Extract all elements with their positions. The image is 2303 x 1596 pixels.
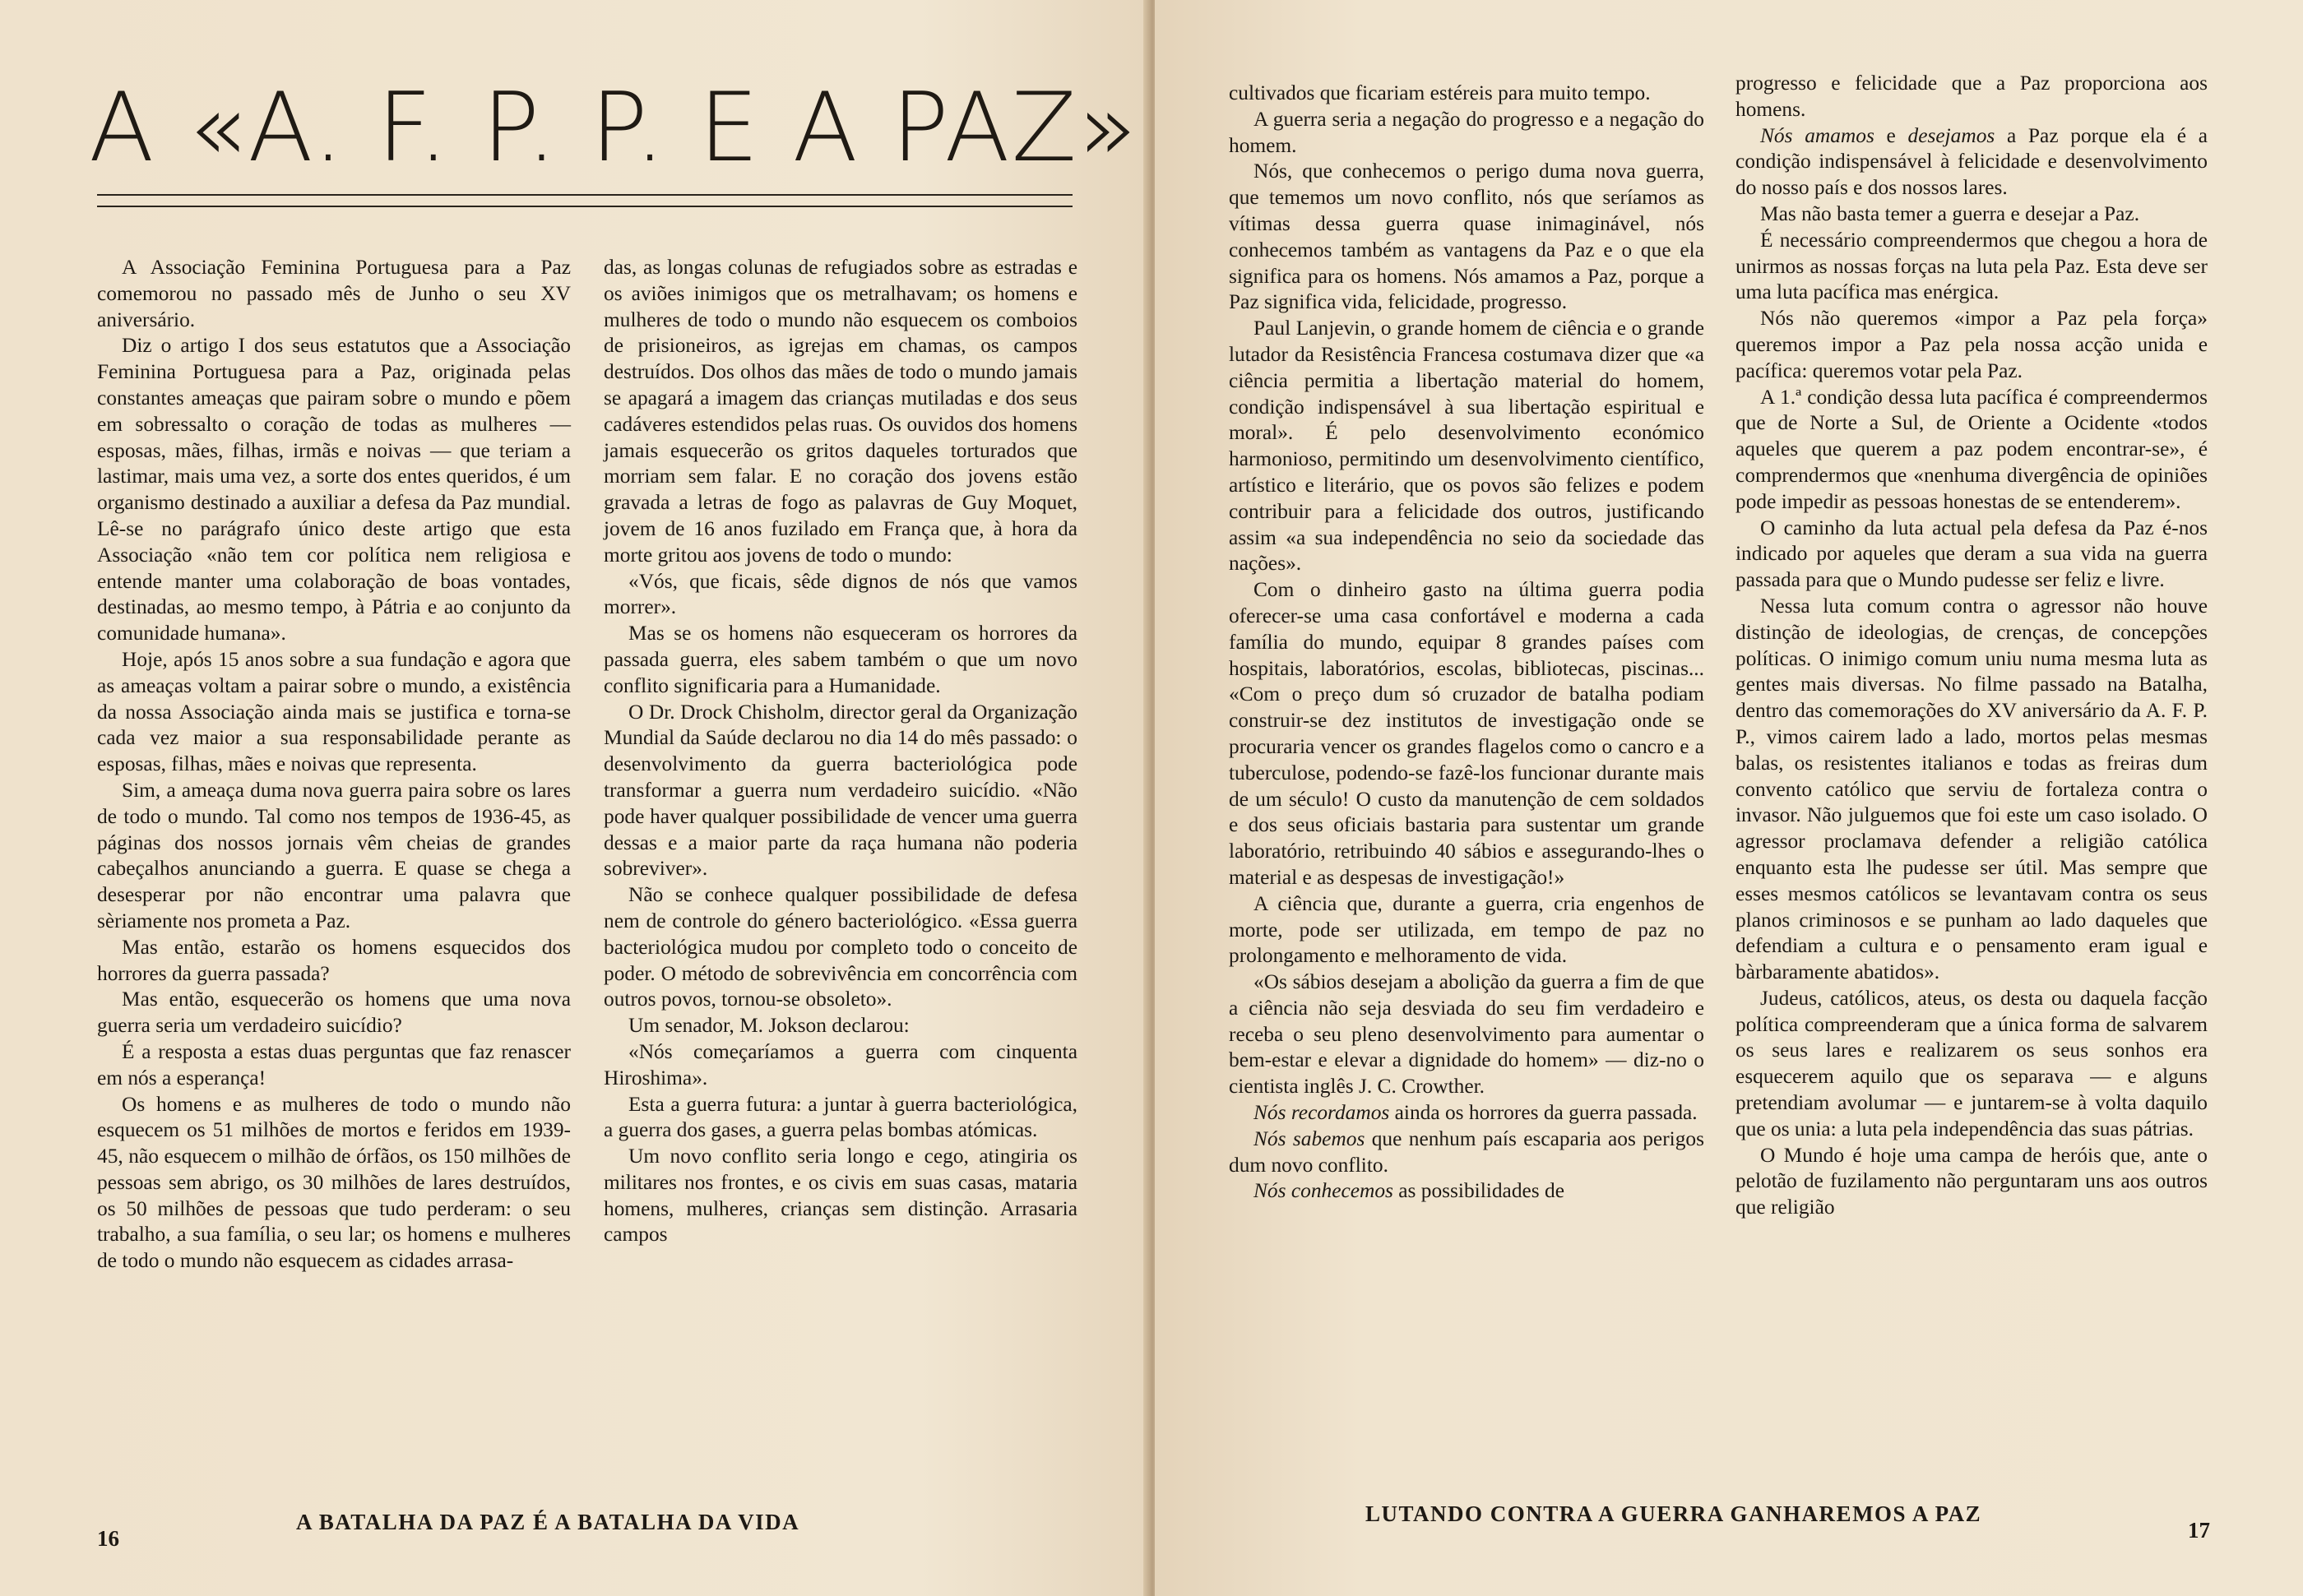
paragraph: Diz o artigo I dos seus estatutos que a Associação Feminina Portuguesa para a Paz, originada pelas constantes ameaças que pairam sobre o mundo e põem em sobressalto o coração de todas as mulheres — esposas, mães, filhas, irmãs e noivas — que teriam a lastimar, mais uma vez, a sorte dos entes queridos, é um organismo destinado a auxiliar a defesa da Paz mundial. Lê-se no parágrafo único deste artigo que esta Associação «não tem cor política nem religiosa e entende manter uma colaboração de boas vontades, destinadas, ao mesmo tempo, à Pátria e ao conjunto da comunidade humana». [97,334,571,645]
left-page [0,0,1148,1596]
paragraph: O Mundo é hoje uma campa de heróis que, ante o pelotão de fuzilamento não perguntaram uns aos outros que religião [1735,1143,2208,1219]
paragraph: A Associação Feminina Portuguesa para a Paz comemorou no passado mês de Junho o seu XV aniversário. [97,256,571,331]
paragraph: Mas se os homens não esqueceram os horrores da passada guerra, eles sabem também o que um novo conflito significaria para a Humanidade. [604,622,1077,697]
paragraph: cultivados que ficariam estéreis para muito tempo. [1229,81,1651,104]
paragraph: Os homens e as mulheres de todo o mundo não esquecem os 51 milhões de mortos e feridos em 1939-45, não esquecem o milhão de órfãos, os 150 milhões de pessoas sem abrigo, os 30 milhões de lares destruídos, os 50 milhões de pessoas que tudo perderam: o seu trabalho, a sua família, o seu lar; os homens e mulheres de todo o mundo não esquecem as cidades arrasa- [97,1092,571,1273]
right-page [1155,0,2303,1596]
paragraph: É necessário compreendermos que chegou a hora de unirmos as nossas forças na luta pela Paz. Esta deve ser uma luta pacífica mas enérgica. [1735,228,2208,304]
paragraph: Sim, a ameaça duma nova guerra paira sobre os lares de todo o mundo. Tal como nos tempos de 1936-45, as páginas dos nossos jornais vêm cheias de grandes cabeçalhos anunciando a guerra. E quase se chega a desesperar por não encontrar uma palavra que sèriamente nos prometa a Paz. [97,778,571,932]
paragraph: Esta a guerra futura: a juntar à guerra bacteriológica, a guerra dos gases, a guerra pelas bombas atómicas. [604,1092,1077,1142]
paragraph: «Os sábios desejam a abolição da guerra a fim de que a ciência não seja desviada do seu fim verdadeiro e receba o seu pleno desenvolvimento para aumentar o bem-estar e elevar a dignidade do homem» — diz-no o cientista inglês J. C. Crowther. [1229,970,1704,1099]
paragraph: Um senador, M. Jokson declarou: [628,1014,910,1038]
column-1 [97,255,571,1274]
left-footer-slogan: A BATALHA DA PAZ É A BATALHA DA VIDA [296,1510,800,1534]
paragraph: das, as longas colunas de refugiados sobre as estradas e os aviões inimigos que os metralhavam; os homens e mulheres de todo o mundo não esquecem os comboios de prisioneiros, as igrejas em chamas, os campos destruídos. Dos olhos das mães de todo o mundo jamais se apagará a imagem das crianças mutiladas e dos seus cadáveres estendidos pelas ruas. Os ouvidos dos homens jamais esquecerão os gritos daqueles torturados que morriam sem falar. E no coração dos jovens estão gravada a letras de fogo as palavras de Guy Moquet, jovem de 16 anos fuzilado em França que, à hora da morte gritou aos jovens de todo o mundo: [604,256,1077,567]
paragraph: Mas não basta temer a guerra e desejar a Paz. [1760,201,2140,225]
paragraph: Nós conhecemos as possibilidades de [1253,1179,1564,1203]
paragraph: Nós, que conhecemos o perigo duma nova guerra, que tememos um novo conflito, nós que seríamos as vítimas dessa guerra quase inimaginável, nós conhecemos também as vantagens da Paz e o que ela significa para os homens. Nós amamos a Paz, porque a Paz significa vida, felicidade, progresso. [1229,160,1704,314]
paragraph: O caminho da luta actual pela defesa da Paz é-nos indicado por aqueles que deram a sua vida na guerra passada para que o Mundo pudesse ser feliz e livre. [1735,516,2208,592]
column-4 [1735,71,2208,1221]
paragraph: O Dr. Drock Chisholm, director geral da Organização Mundial da Saúde declarou no dia 14 do mês passado: o desenvolvimento da guerra bacteriológica pode transformar a guerra num verdadeiro suicídio. «Não pode haver qualquer possibilidade de vencer uma guerra dessas e a maior parte da raça humana não poderia sobreviver». [604,700,1077,881]
paragraph: Mas então, esquecerão os homens que uma nova guerra seria um verdadeiro suicídio? [97,988,571,1038]
paragraph: Mas então, estarão os homens esquecidos dos horrores da guerra passada? [97,935,571,985]
paragraph: Judeus, católicos, ateus, os desta ou daquela facção política compreenderam que a única forma de salvarem os seus lares e realizarem os seus sonhos era esquecerem aquilo que os separava — e alguns pretendiam avolumar — e juntarem-se à volta daquilo que os unia: a luta pela independência das suas pátrias. [1735,986,2208,1140]
paragraph: A 1.ª condição dessa luta pacífica é compreendermos que de Norte a Sul, de Oriente a Ocidente «todos aqueles que querem a paz podem encontrar-se», é comprendermos que «nenhuma divergência de opiniões pode impedir as pessoas honestas de se entenderem». [1735,385,2208,513]
paragraph: A ciência que, durante a guerra, cria engenhos de morte, pode ser utilizada, em tempo de paz no prolongamento e melhoramento de vida. [1229,891,1704,968]
paragraph: Nós sabemos que nenhum país escaparia aos perigos dum novo conflito. [1229,1126,1704,1177]
paragraph: É a resposta a estas duas perguntas que faz renascer em nós a esperança! [97,1039,571,1089]
paragraph: Paul Lanjevin, o grande homem de ciência e o grande lutador da Resistência Francesa costumava dizer que «a ciência permitia a libertação material do homem, condição indispensável à sua libertação espiritual e moral». É pelo desenvolvimento económico harmonioso, permitindo um desenvolvimento científico, artístico e literário, que os povos são felizes e podem contribuir para a felicidade dos outros, justificando assim «a sua independência no seio da sociedade das nações». [1229,317,1704,576]
paragraph: Nós não queremos «impor a Paz pela força» queremos impor a Paz pela nossa acção unida e pacífica: queremos votar pela Paz. [1735,307,2208,382]
paragraph: A guerra seria a negação do progresso e a negação do homem. [1229,107,1704,157]
page-number-left: 16 [97,1526,119,1551]
page-number-right: 17 [2188,1518,2210,1543]
paragraph: Nessa luta comum contra o agressor não houve distinção de ideologias, de crenças, de concepções políticas. O inimigo comum uniu numa mesma luta as gentes mais diversas. No filme passado na Batalha, dentro das comemorações do XV aniversário da A. F. P. P., vimos cairem lado a lado, mortos pelas mesmas balas, os resistentes italianos e todas as freiras dum convento católico que serviu de fortaleza contra o invasor. Não julguemos que foi este um caso isolado. O agressor proclamava defender a religião católica enquanto esta lhe pudesse ser útil. Mas sempre que esses mesmos católicos se levantavam contra os seus planos criminosos e se punham ao lado daqueles que defendiam a cultura e o pensamento eram igual e bàrbaramente abatidos». [1735,594,2208,984]
column-2 [604,255,1077,1248]
paragraph: «Nós começaríamos a guerra com cinquenta Hiroshima». [604,1039,1077,1089]
paragraph: Nós amamos e desejamos a Paz porque ela é a condição indispensável à felicidade e desenvolvimento do nosso país e dos nossos lares. [1735,123,2208,200]
title-rule-top [97,194,1073,196]
paragraph: Hoje, após 15 anos sobre a sua fundação e agora que as ameaças voltam a pairar sobre o mundo, a existência da nossa Associação ainda mais se justifica e torna-se cada vez maior a sua responsabilidade perante as esposas, filhas, mães e noivas que representa. [97,647,571,776]
paragraph: Não se conhece qualquer possibilidade de defesa nem de controle do género bacteriológico. «Essa guerra bacteriológica mudou por completo todo o conceito de poder. O método de sobrevivência em concorrência com outros povos, tornou-se obsoleto». [604,883,1077,1011]
paragraph: Com o dinheiro gasto na última guerra podia oferecer-se uma casa confortável e moderna a cada família do mundo, equipar 8 grandes países com hospitais, laboratórios, escolas, bibliotecas, piscinas... «Com o preço dum só cruzador de batalha podiam construir-se dez institutos de investigação onde se procuraria vencer os grandes flagelos como o cancro e a tuberculose, podendo-se fazê-los funcionar durante mais de um século! O custo da manutenção de cem soldados e dos seus oficiais bastaria para sustentar um grande laboratório, retribuindo 40 sábios e assegurando-lhes o material e as despesas de investigação!» [1229,578,1704,889]
paragraph: «Vós, que ficais, sêde dignos de nós que vamos morrer». [604,569,1077,619]
paragraph: progresso e felicidade que a Paz proporciona aos homens. [1735,72,2208,121]
paragraph: Nós recordamos ainda os horrores da guerra passada. [1253,1101,1698,1125]
paragraph: Um novo conflito seria longo e cego, atingiria os militares nos frontes, e os civis em suas casas, mataria homens, mulheres, crianças sem distinção. Arrasaria campos [604,1145,1077,1247]
title-rule-bottom [97,206,1073,207]
article-title: A «A. F. P. P. E A PAZ» [89,72,1139,183]
right-footer-slogan: LUTANDO CONTRA A GUERRA GANHAREMOS A PAZ [1365,1501,1982,1526]
column-3 [1229,81,1704,1205]
